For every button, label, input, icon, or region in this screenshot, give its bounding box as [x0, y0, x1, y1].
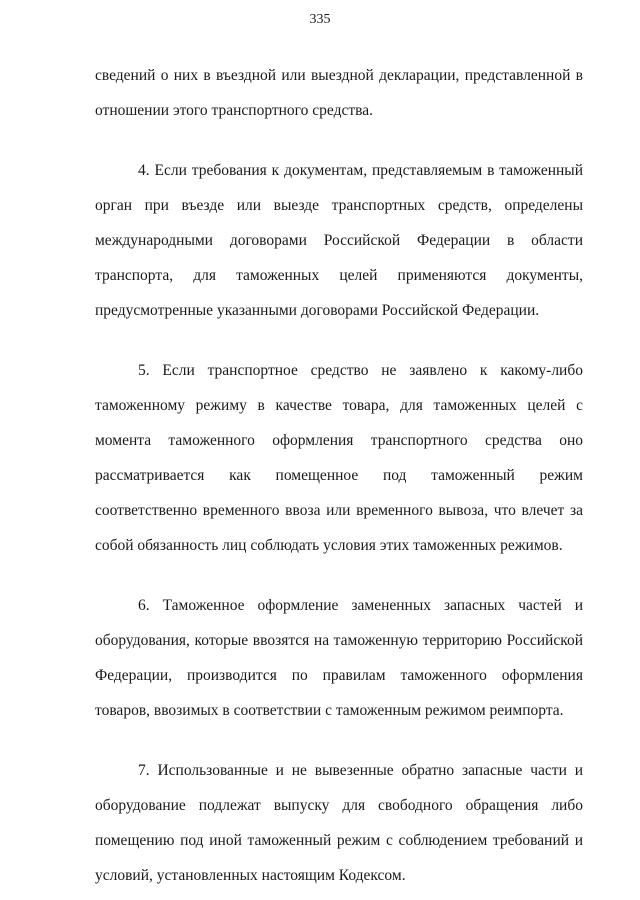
paragraph-item-7: 7. Использованные и не вывезенные обратно запасные части и оборудование подлежат выпуску для свободного обращения либо помещению под иной таможенный режим с соблюдением требований и условий, установленных настоящим Кодексом.: [95, 762, 583, 884]
paragraph-item-5: 5. Если транспортное средство не заявлено к какому-либо таможенному режиму в качестве товара, для таможенных целей с момента таможенного оформления транспортного средства оно рассматривается как помещенное под таможенный режим соответственно временного ввоза или временного вывоза, что влечет за собой обязанность лиц соблюдать условия этих таможенных режимов.: [95, 362, 583, 554]
paragraph-item-4: 4. Если требования к документам, представляемым в таможенный орган при въезде или выезде транспортных средств, определены международными договорами Российской Федерации в области транспорта, для таможенных целей применяются документы, предусмотренные указанными договорами Российской Федерации.: [95, 162, 583, 319]
page-number: 335: [309, 12, 331, 27]
paragraph-continuation: сведений о них в въездной или выездной декларации, представленной в отношении этого транспортного средства.: [95, 67, 583, 119]
paragraph-item-6: 6. Таможенное оформление замененных запасных частей и оборудования, которые ввозятся на таможенную территорию Российской Федерации, производится по правилам таможенного оформления товаров, ввозимых в соответствии с таможенным режимом реимпорта.: [95, 597, 583, 719]
document-body: [95, 58, 583, 893]
